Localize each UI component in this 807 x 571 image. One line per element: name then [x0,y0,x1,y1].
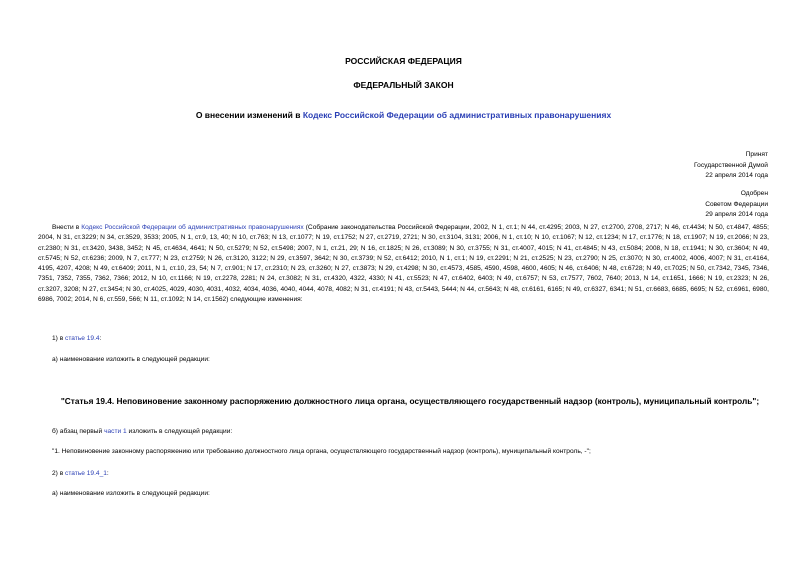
sub-b [52,427,232,438]
approval-block [705,189,768,221]
approval-line-3: 29 апреля 2014 года [705,211,768,218]
item-2 [52,469,109,480]
item-1-prefix: 1) в [52,335,66,342]
intro-citations: (Собрание законодательства Российской Федерации, 2002, N 1, ст.1; N 44, ст.4295; 2003, N 27, ст.2700, 2708, 2717; N 46, ст.4434; N 50, ст.4847, 4855; 2004, N 31, ст.3229; N 34, ст.3529, 3533; 2005, N 1, ст.9, 13, 40; N 10, ст.763; N 13, ст.1077; N 19, ст.1752; N 27, ст.2719, 2721; N 30, ст.3104, 3131; 2006, N 1, ст.10; N 10, ст.1067; N 12, ст.1234; N 17, ст.1776; N 18, ст.1907; N 19, ст.2066; N 23, ст.2380; N 31, ст.3420, 3438, 3452; N 45, ст.4634, 4641; N 50, ст.5279; N 52, ст.5498; 2007, N 1, ст.21, 29; N 16, ст.1825; N 26, ст.3089; N 30, ст.3755; N 31, ст.4007, 4015; N 41, ст.4845; N 43, ст.5084; 2008, N 18, ст.1941; N 30, ст.3604; N 49, ст.5745; N 52, ст.6236; 2009, N 7, ст.777; N 23, ст.2759; N 26, ст.3120, 3122; N 29, ст.3597, 3642; N 30, ст.3739; N 52, ст.6412; 2010, N 1, ст.1; N 19, ст.2291; N 21, ст.2525; N 23, ст.2790; N 25, ст.3070; N 30, ст.4002, 4006, 4007; N 31, ст.4164, 4195, 4207, 4208; N 49, ст.6409; 2011, N 1, ст.10, 23, 54; N 7, ст.901; N 17, ст.2310; N 23, ст.3260; N 27, ст.3873; N 29, ст.4298; N 30, ст.4573, 4585, 4590, 4598, 4600, 4605; N 46, ст.6406; N 48, ст.6728; N 49, ст.7025; N 50, ст.7342, 7345, 7346, 7351, 7352, 7355, 7362, 7366; 2012, N 10, ст.1166; N 19, ст.2278, 2281; N 24, ст.3082; N 31, ст.4320, 4322, 4330; N 41, ст.5523; N 47, ст.6402, 6403; N 49, ст.6757; N 53, ст.7577, 7602, 7640; 2013, N 14, ст.1651, 1666; N 19, ст.2323; N 26, ст.3207, 3208; N 27, ст.3454; N 30, ст.4025, 4029, 4030, 4031, 4032, 4034, 4036, 4040, 4044, 4078, 4082; N 31, ст.4191; N 43, ст.5443, 5444; N 44, ст.5643; N 48, ст.6161, 6165; N 49, ст.6327, 6341; N 51, ст.6683, 6685, 6695; N 52, ст.6961, 6980, 6986, 7002; 2014, N 6, ст.559, 566; N 11, ст.1092; N 14, ст.1562) следующие изменения: [38,224,769,304]
sub-b-suffix: изложить в следующей редакции: [126,428,233,435]
intro-code-link[interactable]: Кодекс Российской Федерации об административных правонарушениях [81,224,304,231]
law-title-prefix: О внесении изменений в [195,110,303,120]
item-1-suffix: : [99,335,102,342]
approval-line-2: Советом Федерации [705,200,768,208]
doc-type-heading: ФЕДЕРАЛЬНЫЙ ЗАКОН [353,80,454,90]
sub-b-prefix: б) абзац первый [52,428,105,435]
item-2-sub-a: а) наименование изложить в следующей редакции: [52,490,210,497]
sub-b-part-link[interactable]: части 1 [104,428,127,435]
law-title-code-link[interactable]: Кодекс Российской Федерации об административных правонарушениях [302,110,612,120]
law-title [0,110,807,120]
item-1-article-link[interactable]: статье 19.4 [65,335,100,342]
intro-prefix: Внести в [52,224,82,231]
intro-paragraph [38,223,769,305]
item-1-sub-a: а) наименование изложить в следующей редакции: [52,356,210,363]
approval-line-1: Одобрен [740,190,768,197]
country-heading: РОССИЙСКАЯ ФЕДЕРАЦИЯ [345,56,462,66]
adoption-line-2: Государственной Думой [694,161,768,169]
article-19-4-title: "Статья 19.4. Неповиновение законному распоряжению должностного лица органа, осуществляющего государственный надзор (контроль), муниципальный контроль"; [60,396,760,406]
item-1 [52,334,101,345]
adoption-line-3: 22 апреля 2014 года [705,172,768,179]
adoption-line-1: Принят [745,151,768,158]
item-2-article-link[interactable]: статье 19.4_1 [65,470,107,477]
item-2-prefix: 2) в [52,470,66,477]
item-2-suffix: : [106,470,109,477]
quote-part-1: "1. Неповиновение законному распоряжению или требованию должностного лица органа, осуществляющего государственный надзор (контроль), муниципальный контроль, -"; [52,448,591,455]
adoption-block [694,150,768,182]
